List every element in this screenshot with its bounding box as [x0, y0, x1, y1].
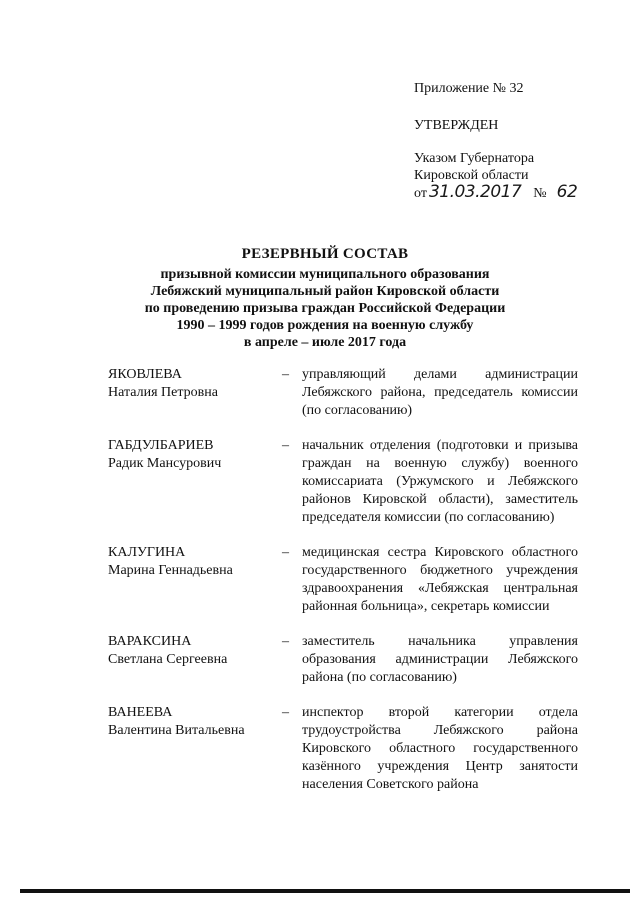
member-given-name: Радик Мансурович	[108, 456, 222, 471]
member-role: начальник отделения (подготовки и призыва граждан на военную службу) военного комиссариата (Уржумского и Лебяжского районов Кировской области), заместитель председателя комиссии (по согласованию)	[302, 438, 578, 525]
document-title	[40, 246, 610, 351]
member-names	[108, 437, 280, 527]
member-role: управляющий делами администрации Лебяжского района, председатель комиссии (по согласованию)	[302, 367, 578, 418]
member-dash: –	[282, 545, 289, 560]
member-given-name: Марина Геннадьевна	[108, 563, 233, 578]
title-line: призывной комиссии муниципального образования	[160, 267, 490, 282]
member-surname: ВАНЕЕВА	[108, 705, 173, 720]
member-entry	[108, 366, 578, 420]
member-dash: –	[282, 634, 289, 649]
handwritten-date: 31.03.2017	[428, 182, 522, 202]
member-dash: –	[282, 438, 289, 453]
decree-line-2: Кировской области	[414, 168, 529, 183]
annex-number: Приложение № 32	[414, 81, 524, 96]
member-entry	[108, 633, 578, 687]
member-role: медицинская сестра Кировского областного государственного бюджетного учреждения здравоохранения «Лебяжская центральная районная больница», секретарь комиссии	[302, 545, 578, 614]
approval-block	[414, 80, 614, 202]
member-surname: ЯКОВЛЕВА	[108, 367, 182, 382]
member-dash: –	[282, 367, 289, 382]
number-sign: №	[533, 186, 547, 201]
member-given-name: Наталия Петровна	[108, 385, 218, 400]
member-role: инспектор второй категории отдела трудоустройства Лебяжского района Кировского областного государственного казённого учреждения Центр занятости населения Советского района	[302, 705, 578, 792]
member-entry	[108, 704, 578, 794]
approved-stamp: УТВЕРЖДЕН	[414, 118, 499, 133]
member-given-name: Валентина Витальевна	[108, 723, 245, 738]
member-role: заместитель начальника управления образования администрации Лебяжского района (по согласованию)	[302, 634, 578, 685]
member-surname: ВАРАКСИНА	[108, 634, 192, 649]
members-list	[108, 366, 578, 811]
member-surname: ГАБДУЛБАРИЕВ	[108, 438, 214, 453]
title-line: Лебяжский муниципальный район Кировской области	[150, 284, 500, 299]
member-names	[108, 366, 280, 420]
handwritten-number: 62	[556, 182, 578, 202]
title-line: 1990 – 1999 годов рождения на военную службу	[176, 318, 474, 333]
member-names	[108, 544, 280, 616]
member-dash: –	[282, 705, 289, 720]
title-line: по проведению призыва граждан Российской Федерации	[144, 301, 506, 316]
member-names	[108, 704, 280, 794]
title-main: РЕЗЕРВНЫЙ СОСТАВ	[241, 246, 409, 262]
decree-date-line	[414, 184, 614, 202]
member-entry	[108, 544, 578, 616]
member-surname: КАЛУГИНА	[108, 545, 186, 560]
date-prefix: от	[414, 186, 427, 201]
decree-line-1: Указом Губернатора	[414, 151, 535, 166]
footer-rule	[20, 889, 630, 893]
member-given-name: Светлана Сергеевна	[108, 652, 228, 667]
member-entry	[108, 437, 578, 527]
title-line: в апреле – июле 2017 года	[243, 335, 407, 350]
member-names	[108, 633, 280, 687]
